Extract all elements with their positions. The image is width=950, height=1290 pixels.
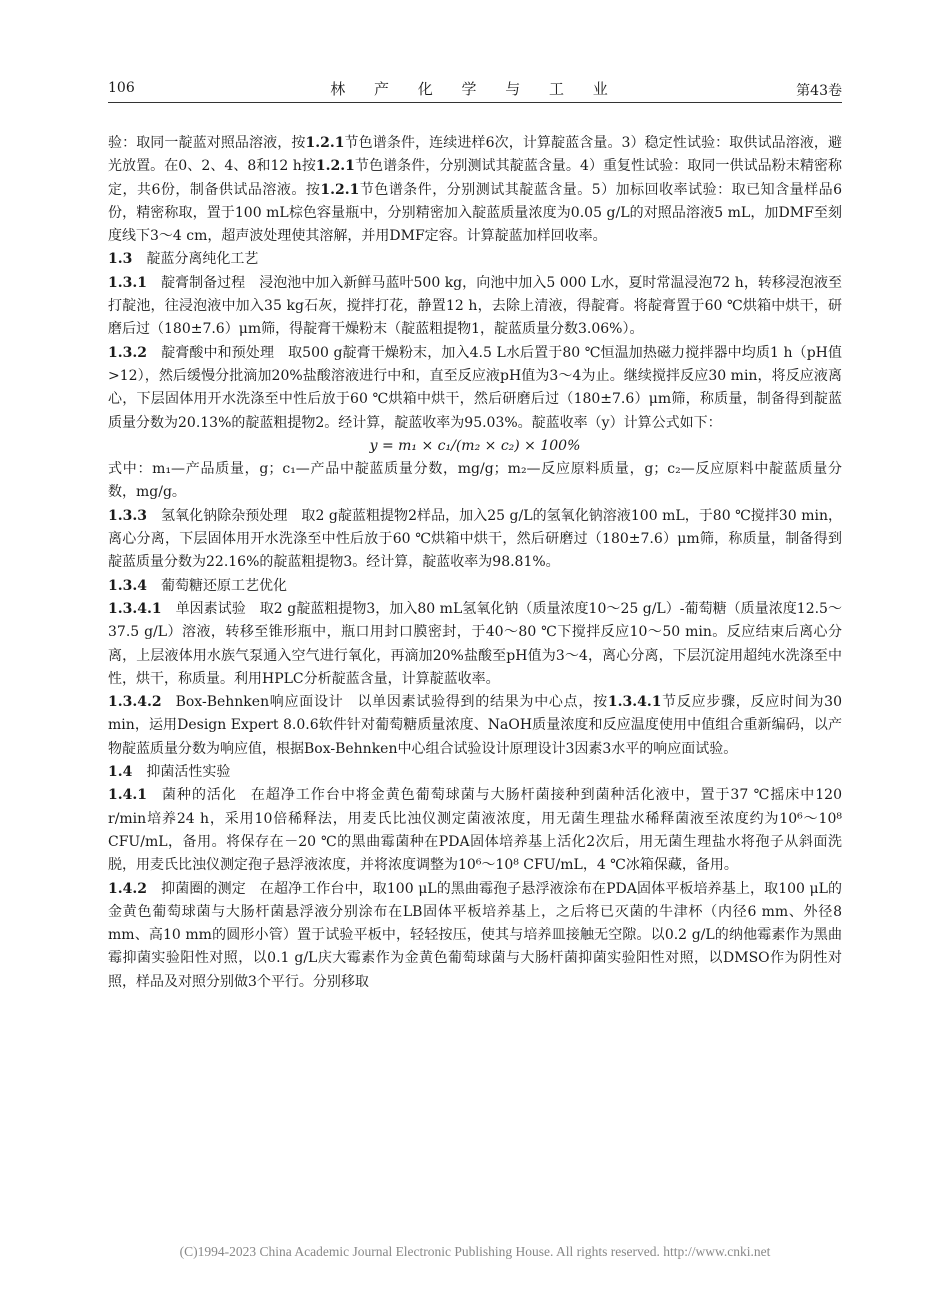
subsection-1-4-2: 1.4.2 抑菌圈的测定 在超净工作台中，取100 μL的黑曲霉孢子悬浮液涂布在PDA固体平板培养基上，取100 μL的金黄色葡萄球菌与大肠杆菌悬浮液分别涂布在LB固体平板培养基上，之后将已灭菌的牛津杯（内径6 mm、外径8 mm、高10 mm的圆形小管）置于试验平板中，轻轻按压，使其与培养皿接触无空隙。以0.2 g/L的纳他霉素作为黑曲霉抑菌实验阳性对照，以0.1 g/L庆大霉素作为金黄色葡萄球菌与大肠杆菌抑菌实验阳性对照，以DMSO作为阴性对照，样品及对照分别做3个平行。分别移取 [108, 880, 843, 990]
subsection-1-3-1: 1.3.1 靛膏制备过程 浸泡池中加入新鲜马蓝叶500 kg，向池中加入5 000 L水，夏时常温浸泡72 h，转移浸泡液至打靛池，往浸泡液中加入35 kg石灰，搅拌打花，静置12 h，去除上清液，得靛膏。将靛膏置于60 ℃烘箱中烘干，研磨后过（180±7.6）μm筛，得靛膏干燥粉末（靛蓝粗提物1，靛蓝质量分数3.06%）。 [108, 274, 842, 338]
subsection-1-3-2: 1.3.2 靛膏酸中和预处理 取500 g靛膏干燥粉末，加入4.5 L水后置于80 ℃恒温加热磁力搅拌器中均质1 h（pH值>12），然后缓慢分批滴加20%盐酸溶液进行中和，直至反应液pH值为3～4为止。继续搅拌反应30 min，将反应液离心，下层固体用开水洗涤至中性后放于60 ℃烘箱中烘干，然后研磨后过（180±7.6）μm筛，称质量，制备得到靛蓝质量分数为20.13%的靛蓝粗提物2。经计算，靛蓝收率为95.03%。靛蓝收率（y）计算公式如下： [108, 344, 842, 431]
page-number: 106 [108, 80, 135, 96]
volume-label: 第43卷 [796, 83, 842, 99]
copyright-footer: (C)1994-2023 China Academic Journal Electronic Publishing House. All rights reserved. http://www.cnki.net [179, 1244, 771, 1259]
subsection-1-3-4-2: 1.3.4.2 Box-Behnken响应面设计 以单因素试验得到的结果为中心点，按1.3.4.1节反应步骤，反应时间为30 min，运用Design Expert 8.0.6软件针对葡萄糖质量浓度、NaOH质量浓度和反应温度使用中值组合重新编码，以产物靛蓝质量分数为响应值，根据Box-Behnken中心组合试验设计原理设计3因素3水平的响应面试验。 [108, 694, 842, 757]
header-rule [108, 102, 842, 103]
section-heading-1-3: 1.3 靛蓝分离纯化工艺 [108, 251, 259, 268]
yield-formula: y = m₁ × c₁/(m₂ × c₂) × 100% [369, 437, 581, 454]
subsection-1-4-1: 1.4.1 菌种的活化 在超净工作台中将金黄色葡萄球菌与大肠杆菌接种到菌种活化液中，置于37 ℃摇床中120 r/min培养24 h，采用10倍稀释法，用麦氏比浊仪测定菌液浓度，用无菌生理盐水稀释菌液至浓度约为10⁶～10⁸ CFU/mL，备用。将保存在－20 ℃的黑曲霉菌种在PDA固体培养基上活化2次后，用无菌生理盐水将孢子从斜面洗脱，用麦氏比浊仪测定孢子悬浮液浓度，并将浓度调整为10⁶～10⁸ CFU/mL，4 ℃冰箱保藏，备用。 [108, 787, 843, 874]
subsection-1-3-4: 1.3.4 葡萄糖还原工艺优化 [108, 577, 287, 594]
running-header [108, 76, 842, 100]
formula-legend: 式中：m₁—产品质量，g；c₁—产品中靛蓝质量分数，mg/g；m₂—反应原料质量，g；c₂—反应原料中靛蓝质量分数，mg/g。 [108, 461, 842, 501]
article-body [108, 132, 842, 994]
journal-title: 林 产 化 学 与 工 业 [330, 80, 620, 98]
subsection-1-3-3: 1.3.3 氢氧化钠除杂预处理 取2 g靛蓝粗提物2样品，加入25 g/L的氢氧化钠溶液100 mL，于80 ℃搅拌30 min，离心分离，下层固体用开水洗涤至中性后放于60 ℃烘箱中烘干，然后研磨过（180±7.6）μm筛，称质量，制备得到靛蓝质量分数为22.16%的靛蓝粗提物3。经计算，靛蓝收率为98.81%。 [108, 507, 843, 571]
paragraph-validation: 验：取同一靛蓝对照品溶液，按1.2.1节色谱条件，连续进样6次，计算靛蓝含量。3）稳定性试验：取供试品溶液，避光放置。在0、2、4、8和12 h按1.2.1节色谱条件，分别测试其靛蓝含量。4）重复性试验：取同一供试品粉末精密称定，共6份，制备供试品溶液。按1.2.1节色谱条件，分别测试其靛蓝含量。5）加标回收率试验：取已知含量样品6份，精密称取，置于100 mL棕色容量瓶中，分别精密加入靛蓝质量浓度为0.05 g/L的对照品溶液5 mL，加DMF至刻度线下3～4 cm，超声波处理使其溶解，并用DMF定容。计算靛蓝加样回收率。 [108, 135, 843, 245]
section-heading-1-4: 1.4 抑菌活性实验 [108, 764, 231, 781]
subsection-1-3-4-1: 1.3.4.1 单因素试验 取2 g靛蓝粗提物3，加入80 mL氢氧化钠（质量浓度10～25 g/L）-葡萄糖（质量浓度12.5～37.5 g/L）溶液，转移至锥形瓶中，瓶口用封口膜密封，于40～80 ℃下搅拌反应10～50 min。反应结束后离心分离，上层液体用水族气泵通入空气进行氧化，再滴加20%盐酸至pH值为3～4，离心分离，下层沉淀用超纯水洗涤至中性，烘干，称质量。利用HPLC分析靛蓝含量，计算靛蓝收率。 [108, 600, 842, 687]
